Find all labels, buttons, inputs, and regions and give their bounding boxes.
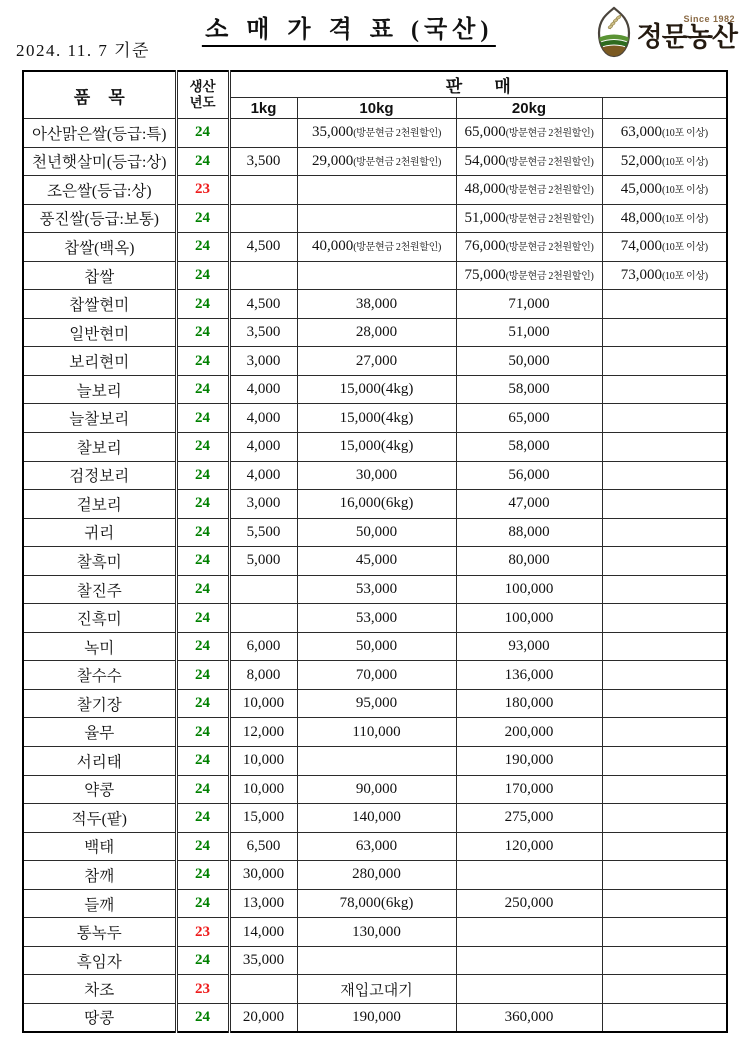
price-bulk: 45,000(10포 이상): [602, 176, 727, 205]
table-row: [23, 176, 727, 205]
price-20kg: 48,000(방문현금 2천원할인): [456, 176, 602, 205]
table-row: [23, 832, 727, 861]
table-row: [23, 946, 727, 975]
price-bulk: [602, 461, 727, 490]
production-year: 24: [176, 946, 229, 975]
table-row: [23, 775, 727, 804]
price-20kg: 180,000: [456, 689, 602, 718]
production-year: 24: [176, 775, 229, 804]
price-10kg: 28,000: [297, 318, 456, 347]
price-bulk: [602, 632, 727, 661]
table-row: [23, 233, 727, 262]
price-bulk: [602, 604, 727, 633]
price-1kg: [229, 176, 297, 205]
price-1kg: 15,000: [229, 804, 297, 833]
price-1kg: [229, 604, 297, 633]
price-10kg: 29,000(방문현금 2천원할인): [297, 147, 456, 176]
production-year: 24: [176, 661, 229, 690]
price-10kg: 140,000: [297, 804, 456, 833]
table-row: [23, 547, 727, 576]
price-10kg: [297, 946, 456, 975]
production-year: 24: [176, 375, 229, 404]
production-year: 24: [176, 233, 229, 262]
table-row: [23, 490, 727, 519]
price-bulk: [602, 290, 727, 319]
table-row: [23, 804, 727, 833]
table-row: [23, 661, 727, 690]
price-1kg: 3,500: [229, 318, 297, 347]
item-name: 조은쌀(등급:상): [23, 176, 176, 205]
item-name: 천년햇살미(등급:상): [23, 147, 176, 176]
item-name: 진흑미: [23, 604, 176, 633]
table-row: [23, 689, 727, 718]
table-row: [23, 747, 727, 776]
price-1kg: 20,000: [229, 1003, 297, 1032]
production-year: 24: [176, 689, 229, 718]
price-10kg: [297, 747, 456, 776]
price-1kg: 30,000: [229, 861, 297, 890]
item-name: 약콩: [23, 775, 176, 804]
price-20kg: 100,000: [456, 575, 602, 604]
price-1kg: 10,000: [229, 747, 297, 776]
header-year-line1: 생산: [189, 79, 216, 95]
price-10kg: 45,000: [297, 547, 456, 576]
price-bulk: [602, 689, 727, 718]
price-1kg: 5,500: [229, 518, 297, 547]
price-10kg: 53,000: [297, 575, 456, 604]
item-name: 찰기장: [23, 689, 176, 718]
price-bulk: [602, 718, 727, 747]
company-logo: [592, 5, 737, 59]
price-1kg: 4,000: [229, 375, 297, 404]
price-1kg: 4,000: [229, 461, 297, 490]
table-row: [23, 918, 727, 947]
retail-price-table: [22, 70, 728, 1033]
price-20kg: 51,000(방문현금 2천원할인): [456, 204, 602, 233]
production-year: 24: [176, 804, 229, 833]
price-bulk: 63,000(10포 이상): [602, 119, 727, 148]
production-year: 24: [176, 604, 229, 633]
production-year: 24: [176, 490, 229, 519]
price-10kg: [297, 204, 456, 233]
price-1kg: 4,500: [229, 233, 297, 262]
price-20kg: 65,000: [456, 404, 602, 433]
price-20kg: 170,000: [456, 775, 602, 804]
production-year: 24: [176, 318, 229, 347]
price-1kg: 8,000: [229, 661, 297, 690]
price-10kg: 16,000(6kg): [297, 490, 456, 519]
production-year: 24: [176, 1003, 229, 1032]
item-name: 찰흑미: [23, 547, 176, 576]
price-bulk: [602, 375, 727, 404]
price-20kg: 80,000: [456, 547, 602, 576]
item-name: 풍진쌀(등급:보통): [23, 204, 176, 233]
price-bulk: [602, 575, 727, 604]
price-1kg: [229, 975, 297, 1004]
logo-since-text: Since 1982: [683, 13, 735, 24]
price-bulk: [602, 1003, 727, 1032]
item-name: 율무: [23, 718, 176, 747]
header-sale: 판 매: [229, 71, 727, 98]
production-year: 24: [176, 204, 229, 233]
price-20kg: 76,000(방문현금 2천원할인): [456, 233, 602, 262]
price-table-body: [23, 119, 727, 1033]
price-10kg: 50,000: [297, 632, 456, 661]
price-bulk: [602, 518, 727, 547]
item-name: 서리태: [23, 747, 176, 776]
price-10kg: 280,000: [297, 861, 456, 890]
production-year: 24: [176, 404, 229, 433]
price-1kg: 4,000: [229, 404, 297, 433]
table-row: [23, 375, 727, 404]
price-20kg: 88,000: [456, 518, 602, 547]
price-1kg: 3,500: [229, 147, 297, 176]
price-1kg: 3,000: [229, 490, 297, 519]
price-20kg: 50,000: [456, 347, 602, 376]
price-bulk: [602, 347, 727, 376]
production-year: 24: [176, 747, 229, 776]
header-10kg: 10kg: [297, 98, 456, 119]
table-row: [23, 604, 727, 633]
price-bulk: [602, 747, 727, 776]
item-name: 찰보리: [23, 433, 176, 462]
price-10kg: 130,000: [297, 918, 456, 947]
price-10kg: 190,000: [297, 1003, 456, 1032]
date-note: 2024. 11. 7 기준: [16, 41, 150, 60]
table-row: [23, 318, 727, 347]
table-row: [23, 261, 727, 290]
item-name: 참깨: [23, 861, 176, 890]
production-year: 24: [176, 547, 229, 576]
price-bulk: 48,000(10포 이상): [602, 204, 727, 233]
price-10kg: 63,000: [297, 832, 456, 861]
price-20kg: 51,000: [456, 318, 602, 347]
header-item: 품 목: [23, 71, 176, 119]
item-name: 늘찰보리: [23, 404, 176, 433]
price-10kg: 재입고대기: [297, 975, 456, 1004]
price-20kg: 65,000(방문현금 2천원할인): [456, 119, 602, 148]
price-1kg: 14,000: [229, 918, 297, 947]
item-name: 찰진주: [23, 575, 176, 604]
table-row: [23, 290, 727, 319]
price-10kg: 27,000: [297, 347, 456, 376]
price-20kg: 75,000(방문현금 2천원할인): [456, 261, 602, 290]
item-name: 아산맑은쌀(등급:특): [23, 119, 176, 148]
price-20kg: 56,000: [456, 461, 602, 490]
price-1kg: 12,000: [229, 718, 297, 747]
production-year: 24: [176, 290, 229, 319]
production-year: 23: [176, 918, 229, 947]
price-10kg: 38,000: [297, 290, 456, 319]
production-year: 24: [176, 119, 229, 148]
price-bulk: [602, 832, 727, 861]
table-row: [23, 1003, 727, 1032]
price-10kg: 40,000(방문현금 2천원할인): [297, 233, 456, 262]
price-bulk: [602, 661, 727, 690]
price-1kg: 10,000: [229, 689, 297, 718]
price-20kg: 71,000: [456, 290, 602, 319]
price-1kg: 35,000: [229, 946, 297, 975]
page-title: 소 매 가 격 표 (국산): [202, 9, 496, 47]
price-bulk: [602, 775, 727, 804]
price-bulk: [602, 547, 727, 576]
table-row: [23, 518, 727, 547]
item-name: 검정보리: [23, 461, 176, 490]
production-year: 24: [176, 433, 229, 462]
price-bulk: [602, 889, 727, 918]
production-year: 23: [176, 975, 229, 1004]
production-year: 23: [176, 176, 229, 205]
price-10kg: [297, 176, 456, 205]
header-20kg: 20kg: [456, 98, 602, 119]
table-row: [23, 718, 727, 747]
header-year-line2: 년도: [189, 95, 216, 110]
item-name: 땅콩: [23, 1003, 176, 1032]
price-1kg: 6,000: [229, 632, 297, 661]
production-year: 24: [176, 832, 229, 861]
price-10kg: 53,000: [297, 604, 456, 633]
production-year: 24: [176, 632, 229, 661]
table-row: [23, 632, 727, 661]
table-row: [23, 433, 727, 462]
rice-grain-icon: [592, 5, 636, 59]
production-year: 24: [176, 461, 229, 490]
price-bulk: 73,000(10포 이상): [602, 261, 727, 290]
production-year: 24: [176, 518, 229, 547]
production-year: 24: [176, 861, 229, 890]
price-20kg: [456, 918, 602, 947]
price-10kg: 110,000: [297, 718, 456, 747]
production-year: 24: [176, 261, 229, 290]
logo-company-name: 정문농산: [636, 21, 737, 52]
production-year: 24: [176, 147, 229, 176]
table-header: [23, 71, 727, 119]
table-row: [23, 119, 727, 148]
table-row: [23, 575, 727, 604]
price-bulk: 52,000(10포 이상): [602, 147, 727, 176]
price-20kg: 47,000: [456, 490, 602, 519]
price-10kg: 15,000(4kg): [297, 375, 456, 404]
table-row: [23, 204, 727, 233]
production-year: 24: [176, 347, 229, 376]
price-20kg: 200,000: [456, 718, 602, 747]
price-10kg: 15,000(4kg): [297, 404, 456, 433]
price-1kg: [229, 261, 297, 290]
item-name: 귀리: [23, 518, 176, 547]
price-bulk: [602, 946, 727, 975]
production-year: 24: [176, 718, 229, 747]
item-name: 찹쌀(백옥): [23, 233, 176, 262]
price-bulk: [602, 404, 727, 433]
table-row: [23, 347, 727, 376]
price-10kg: [297, 261, 456, 290]
price-bulk: [602, 433, 727, 462]
price-20kg: 120,000: [456, 832, 602, 861]
table-row: [23, 404, 727, 433]
item-name: 찹쌀: [23, 261, 176, 290]
item-name: 늘보리: [23, 375, 176, 404]
price-bulk: [602, 318, 727, 347]
price-10kg: 95,000: [297, 689, 456, 718]
price-20kg: 190,000: [456, 747, 602, 776]
table-row: [23, 889, 727, 918]
item-name: 차조: [23, 975, 176, 1004]
item-name: 찰수수: [23, 661, 176, 690]
price-1kg: [229, 575, 297, 604]
price-20kg: 93,000: [456, 632, 602, 661]
price-20kg: 58,000: [456, 375, 602, 404]
item-name: 보리현미: [23, 347, 176, 376]
item-name: 통녹두: [23, 918, 176, 947]
price-bulk: [602, 918, 727, 947]
price-20kg: 136,000: [456, 661, 602, 690]
table-row: [23, 461, 727, 490]
price-1kg: [229, 204, 297, 233]
price-bulk: [602, 861, 727, 890]
price-20kg: [456, 861, 602, 890]
price-1kg: 10,000: [229, 775, 297, 804]
price-1kg: 5,000: [229, 547, 297, 576]
item-name: 백태: [23, 832, 176, 861]
price-20kg: 100,000: [456, 604, 602, 633]
table-row: [23, 861, 727, 890]
item-name: 찹쌀현미: [23, 290, 176, 319]
price-10kg: 90,000: [297, 775, 456, 804]
header-bulk: [602, 98, 727, 119]
price-20kg: 250,000: [456, 889, 602, 918]
price-10kg: 78,000(6kg): [297, 889, 456, 918]
table-row: [23, 147, 727, 176]
table-row: [23, 975, 727, 1004]
price-20kg: 275,000: [456, 804, 602, 833]
price-1kg: 4,000: [229, 433, 297, 462]
price-10kg: 15,000(4kg): [297, 433, 456, 462]
header-production-year: [176, 71, 229, 119]
price-10kg: 70,000: [297, 661, 456, 690]
item-name: 들깨: [23, 889, 176, 918]
price-20kg: 360,000: [456, 1003, 602, 1032]
price-bulk: [602, 975, 727, 1004]
price-10kg: 30,000: [297, 461, 456, 490]
header-1kg: 1kg: [229, 98, 297, 119]
price-1kg: 4,500: [229, 290, 297, 319]
item-name: 적두(팥): [23, 804, 176, 833]
price-1kg: [229, 119, 297, 148]
item-name: 겉보리: [23, 490, 176, 519]
price-10kg: 50,000: [297, 518, 456, 547]
price-1kg: 13,000: [229, 889, 297, 918]
price-20kg: [456, 975, 602, 1004]
price-20kg: 58,000: [456, 433, 602, 462]
price-bulk: 74,000(10포 이상): [602, 233, 727, 262]
price-20kg: [456, 946, 602, 975]
price-bulk: [602, 490, 727, 519]
price-1kg: 6,500: [229, 832, 297, 861]
item-name: 흑임자: [23, 946, 176, 975]
production-year: 24: [176, 575, 229, 604]
production-year: 24: [176, 889, 229, 918]
price-bulk: [602, 804, 727, 833]
price-1kg: 3,000: [229, 347, 297, 376]
price-10kg: 35,000(방문현금 2천원할인): [297, 119, 456, 148]
item-name: 일반현미: [23, 318, 176, 347]
item-name: 녹미: [23, 632, 176, 661]
price-20kg: 54,000(방문현금 2천원할인): [456, 147, 602, 176]
